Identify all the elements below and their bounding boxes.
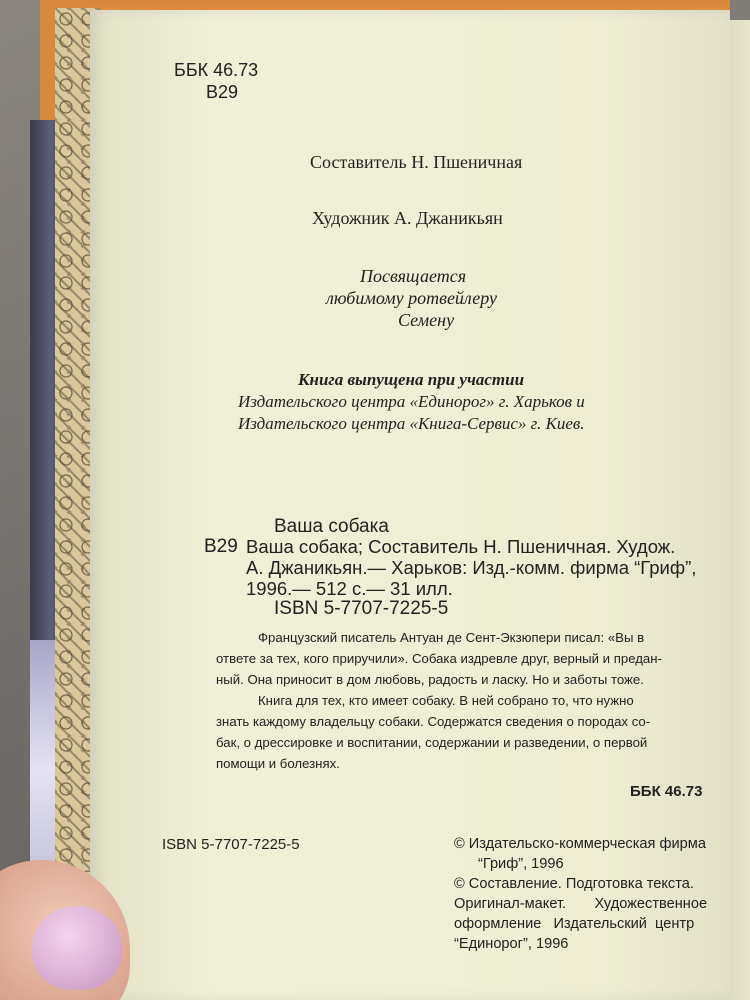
- catalog-isbn: ISBN 5-7707-7225-5: [274, 598, 449, 619]
- isbn-bottom: ISBN 5-7707-7225-5: [162, 836, 300, 853]
- copyright-line: “Единорог”, 1996: [454, 936, 569, 952]
- annotation-line: знать каждому владельцу собаки. Содержатся сведения о породах со-: [216, 714, 651, 729]
- participation-heading: Книга выпущена при участии: [298, 370, 525, 389]
- annotation-line: ный. Она приносит в дом любовь, радость и ласку. Но и заботы тоже.: [216, 672, 644, 687]
- dedication-line: Посвящается: [360, 266, 467, 286]
- catalog-line: 1996.— 512 с.— 31 илл.: [246, 578, 453, 599]
- participation-line: Издательского центра «Книга-Сервис» г. Киев.: [238, 414, 585, 433]
- annotation-line: Французский писатель Антуан де Сент-Экзюпери писал: «Вы в: [258, 630, 645, 645]
- bbk-code-top: ББК 46.73: [174, 60, 259, 80]
- catalog-line: Ваша собака; Составитель Н. Пшеничная. Худож.: [246, 536, 676, 557]
- copyright-line: Оригинал-макет. Художественное: [454, 896, 708, 912]
- dedication-line: Семену: [398, 310, 455, 330]
- annotation-line: помощи и болезнях.: [216, 756, 340, 771]
- catalog-line: А. Джаникьян.— Харьков: Изд.-комм. фирма “Гриф”,: [246, 557, 697, 578]
- annotation-line: ответе за тех, кого приручили». Собака издревле друг, верный и предан-: [216, 651, 662, 666]
- copyright-line: © Издательско-коммерческая фирма: [454, 836, 706, 852]
- dedication-line: любимому ротвейлеру: [326, 288, 497, 308]
- author-sign-top: В29: [206, 82, 239, 102]
- annotation-line: бак, о дрессировке и воспитании, содержании и разведении, о первой: [216, 735, 648, 750]
- artist-credit: Художник А. Джаникьян: [312, 208, 503, 228]
- copyright-line: © Составление. Подготовка текста.: [454, 876, 694, 892]
- catalog-code: В29: [204, 536, 238, 557]
- catalog-title: Ваша собака: [274, 516, 389, 537]
- bbk-code-bottom: ББК 46.73: [630, 783, 703, 800]
- copyright-line: оформление Издательский центр: [454, 916, 695, 932]
- annotation-line: Книга для тех, кто имеет собаку. В ней собрано то, что нужно: [258, 693, 634, 708]
- compiler-credit: Составитель Н. Пшеничная: [310, 152, 523, 172]
- copyright-line: “Гриф”, 1996: [478, 856, 564, 872]
- participation-line: Издательского центра «Единорог» г. Харьков и: [238, 392, 585, 411]
- thumbnail-polish: [32, 906, 122, 990]
